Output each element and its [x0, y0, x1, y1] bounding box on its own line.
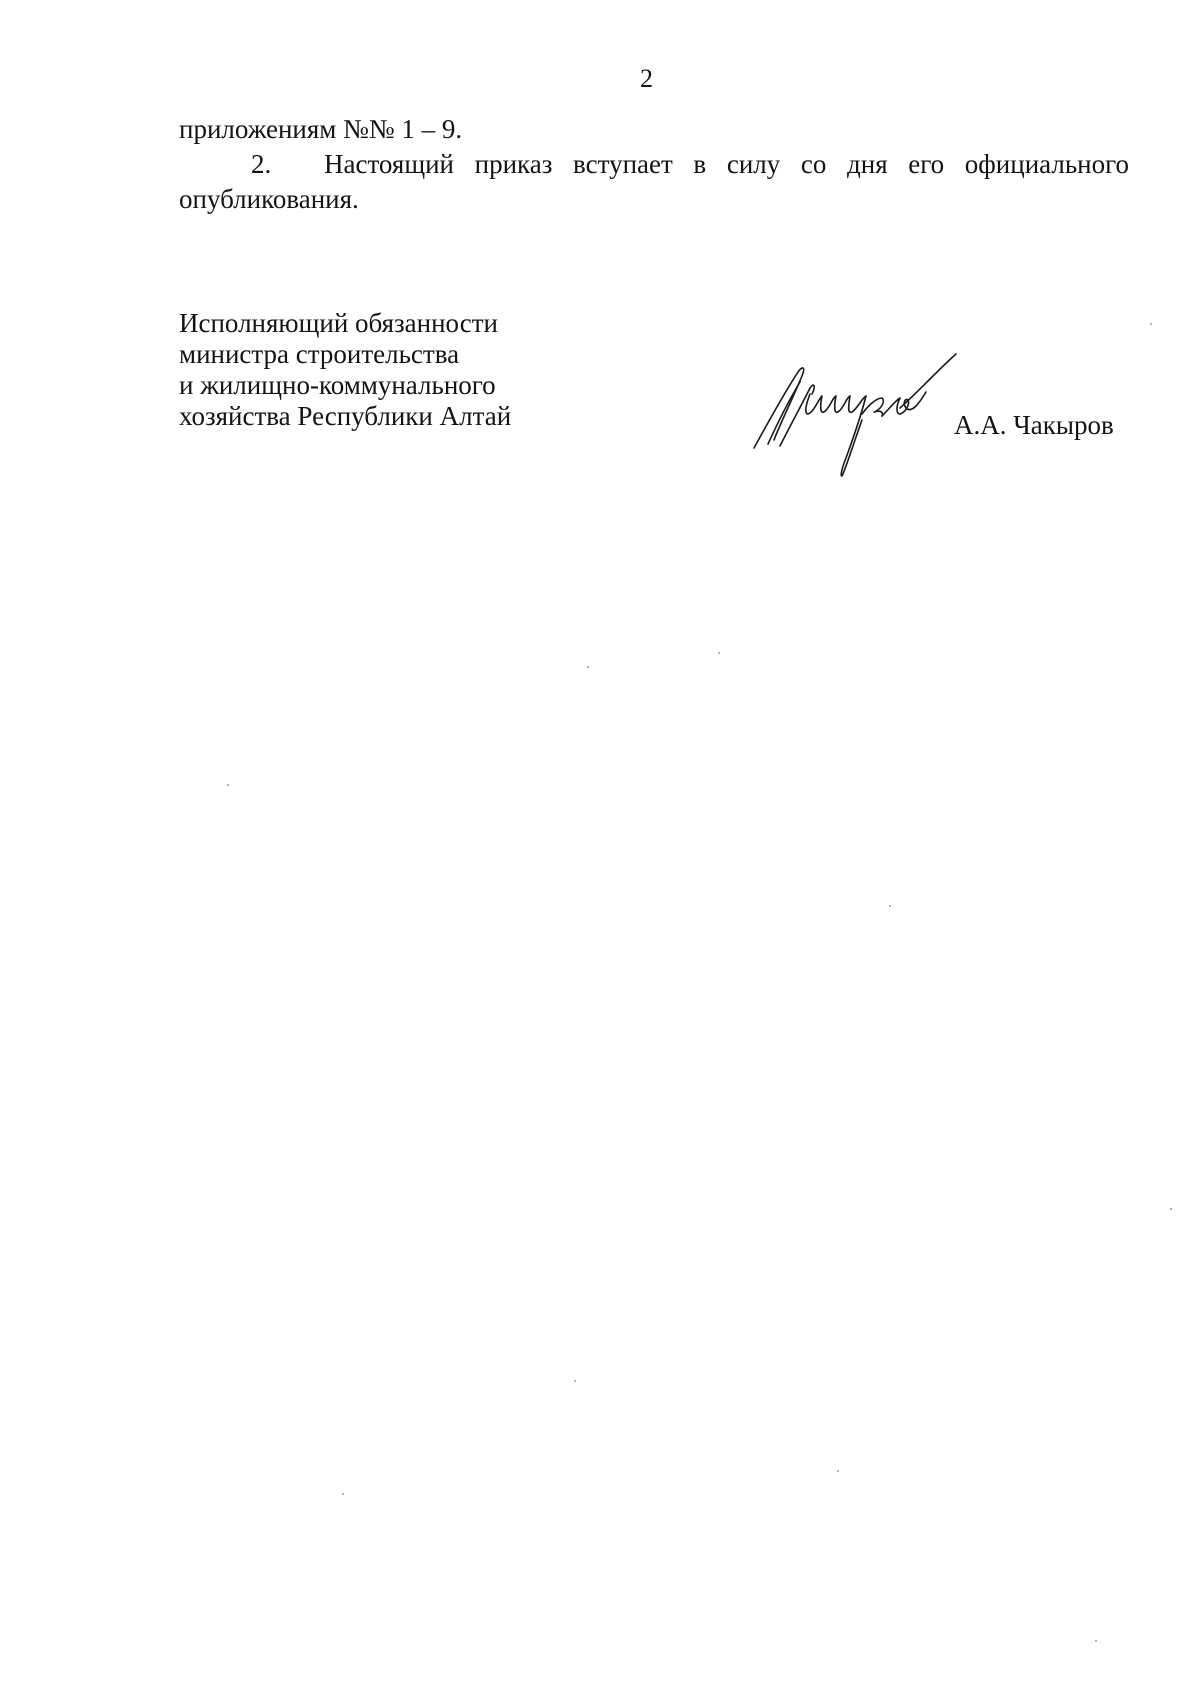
scan-speck: [587, 666, 589, 668]
position-line: и жилищно-коммунального: [179, 370, 496, 400]
scan-speck: [342, 1493, 344, 1495]
scan-speck: [574, 1380, 576, 1382]
signer-name: А.А. Чакыров: [954, 410, 1114, 440]
scan-speck: [227, 784, 229, 786]
position-line: хозяйства Республики Алтай: [179, 401, 512, 431]
position-line: министра строительства: [179, 339, 460, 369]
page-number: 2: [640, 64, 653, 93]
paragraph-continuation: приложениям №№ 1 – 9.: [179, 114, 463, 144]
paragraph-item-2: [179, 147, 1129, 217]
scan-speck: [718, 652, 720, 654]
handwritten-signature: [750, 352, 970, 482]
scan-speck: [837, 1470, 839, 1472]
paragraph-text: Настоящий приказ вступает в силу со дня его официального опубликования.: [179, 149, 1129, 214]
document-body: [179, 112, 1129, 217]
scan-speck: [1150, 323, 1152, 325]
scan-speck: [1170, 1208, 1172, 1210]
signatory-position: [179, 308, 511, 432]
scan-speck: [889, 905, 891, 907]
position-line: Исполняющий обязанности: [179, 308, 498, 338]
scan-speck: [1095, 1640, 1097, 1642]
paragraph-number: 2.: [251, 149, 272, 179]
